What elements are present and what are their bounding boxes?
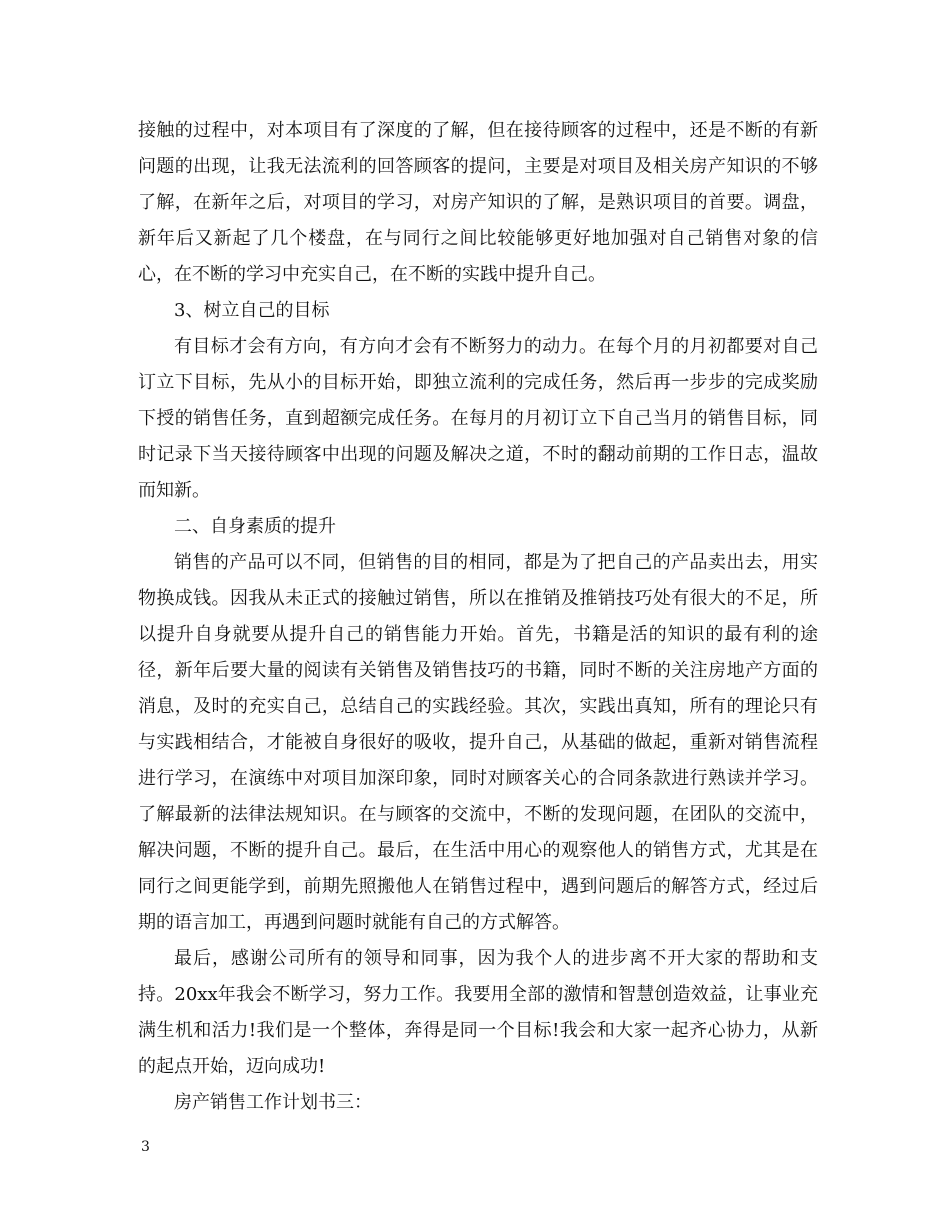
paragraph-continued: 接触的过程中，对本项目有了深度的了解，但在接待顾客的过程中，还是不断的有新问题的出现，让我无法流利的回答顾客的提问，主要是对项目及相关房产知识的不够了解，在新年之后，对项目的学习，对房产知识的了解，是熟识项目的首要。调盘，新年后又新起了几个楼盘，在与同行之间比较能够更好地加强对自己销售对象的信心，在不断的学习中充实自己，在不断的实践中提升自己。 — [138, 120, 818, 285]
document-body — [138, 113, 818, 1121]
page-number: 3 — [141, 1139, 150, 1155]
heading-self-improvement: 二、自身素质的提升 — [174, 516, 336, 537]
paragraph-goals: 有目标才会有方向，有方向才会有不断努力的动力。在每个月的月初都要对自己订立下目标，先从小的目标开始，即独立流利的完成任务，然后再一步步的完成奖励下授的销售任务，直到超额完成任务。在每月的月初订立下自己当月的销售目标，同时记录下当天接待顾客中出现的问题及解决之道，不时的翻动前期的工作日志，温故而知新。 — [138, 336, 818, 501]
paragraph-self-improvement: 销售的产品可以不同，但销售的目的相同，都是为了把自己的产品卖出去，用实物换成钱。因我从未正式的接触过销售，所以在推销及推销技巧处有很大的不足，所以提升自身就要从提升自己的销售能力开始。首先，书籍是活的知识的最有利的途径，新年后要大量的阅读有关销售及销售技巧的书籍，同时不断的关注房地产方面的消息，及时的充实自己，总结自己的实践经验。其次，实践出真知，所有的理论只有与实践相结合，才能被自身很好的吸收，提升自己，从基础的做起，重新对销售流程进行学习，在演练中对项目加深印象，同时对顾客关心的合同条款进行熟读并学习。了解最新的法律法规知识。在与顾客的交流中，不断的发现问题，在团队的交流中，解决问题，不断的提升自己。最后，在生活中用心的观察他人的销售方式，尤其是在同行之间更能学到，前期先照搬他人在销售过程中，遇到问题后的解答方式，经过后期的语言加工，再遇到问题时就能有自己的方式解答。 — [138, 552, 818, 933]
heading-plan-three: 房产销售工作计划书三： — [174, 1092, 372, 1113]
paragraph-thanks: 最后，感谢公司所有的领导和同事，因为我个人的进步离不开大家的帮助和支持。20xx年我会不断学习，努力工作。我要用全部的激情和智慧创造效益，让事业充满生机和活力!我们是一个整体，奔得是同一个目标!我会和大家一起齐心协力，从新的起点开始，迈向成功! — [138, 948, 818, 1077]
heading-set-goals: 3、树立自己的目标 — [174, 300, 330, 321]
